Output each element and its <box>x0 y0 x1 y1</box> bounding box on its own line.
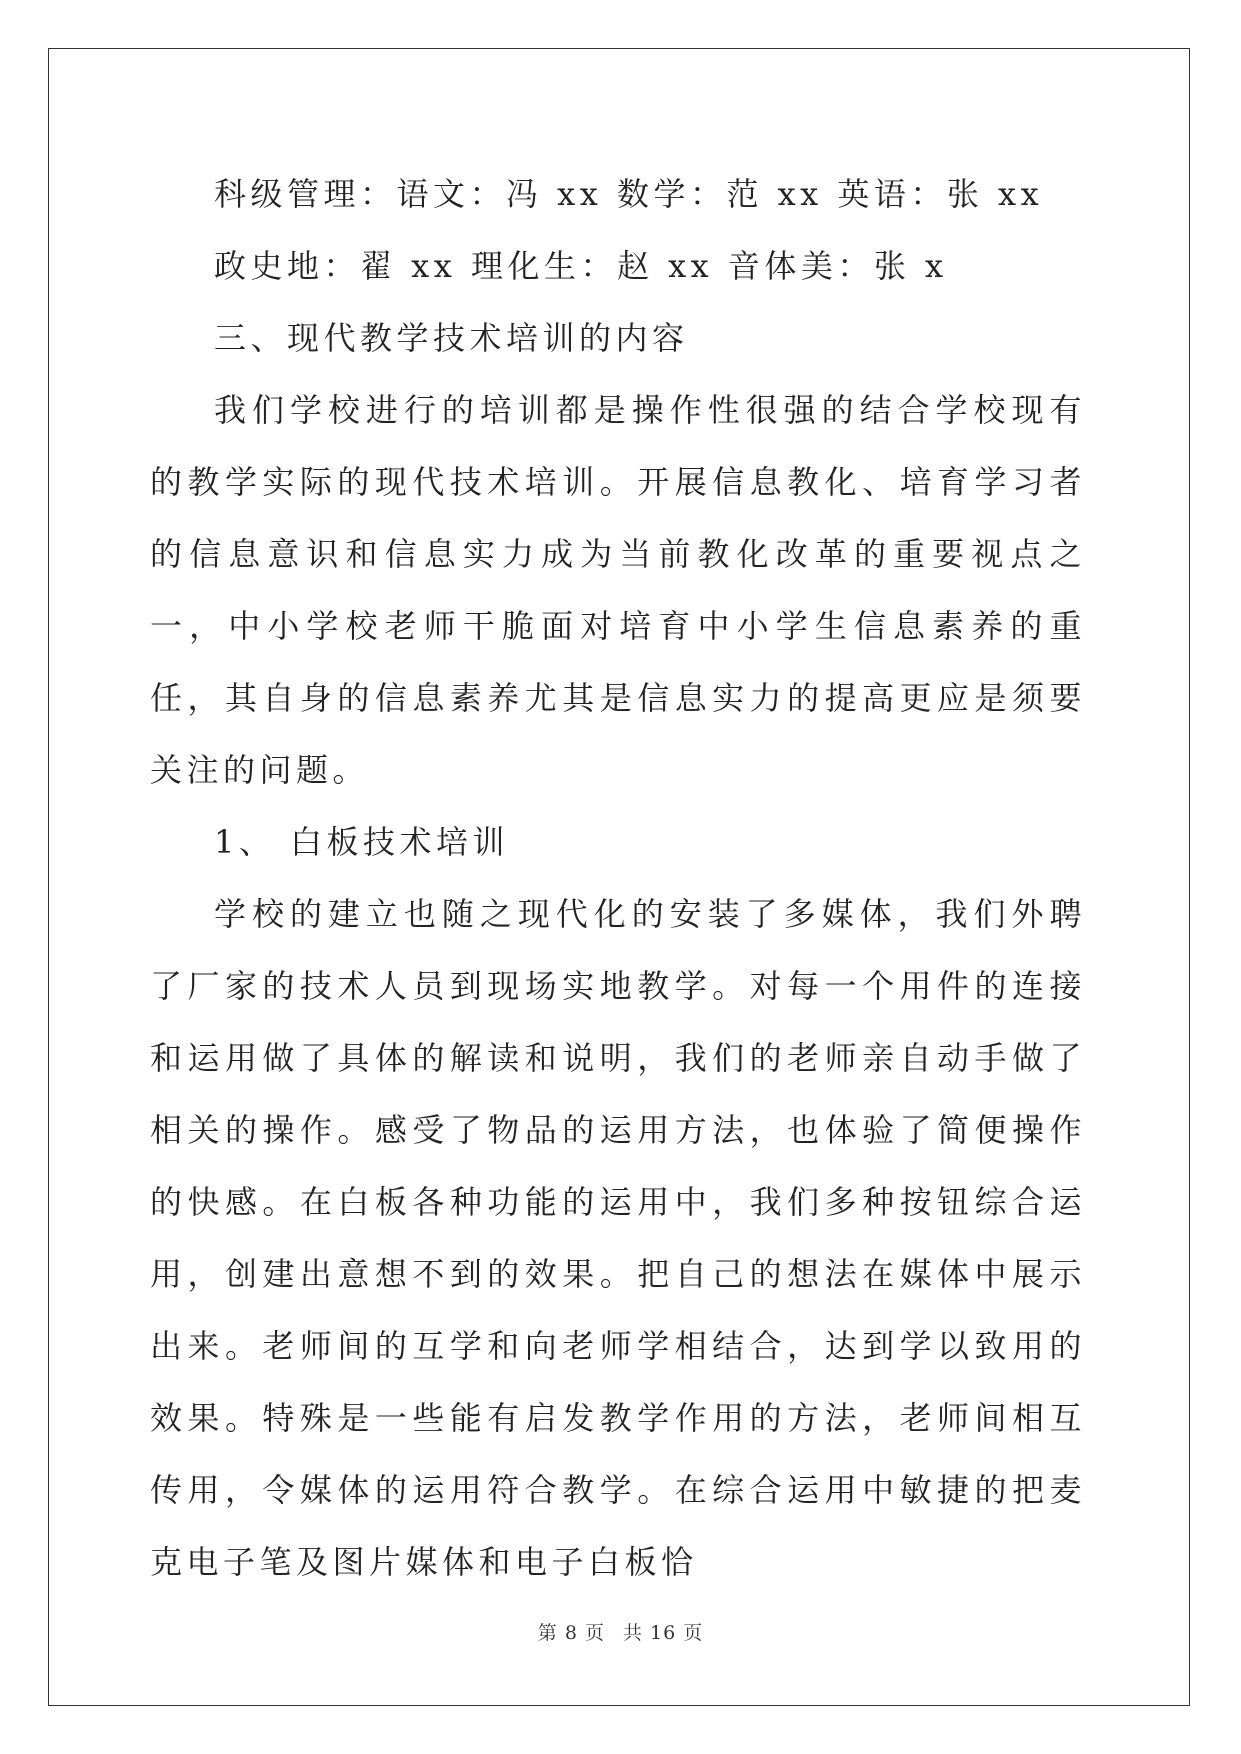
page-number-total: 共 16 页 <box>622 1622 704 1644</box>
document-body <box>150 158 1086 1598</box>
page-footer <box>0 1618 1241 1645</box>
paragraph-training-overview: 我们学校进行的培训都是操作性很强的结合学校现有的教学实际的现代技术培训。开展信息教化、培育学习者的信息意识和信息实力成为当前教化改革的重要视点之一，中小学校老师干脆面对培育中小学生信息素养的重任，其自身的信息素养尤其是信息实力的提高更应是须要关注的问题。 <box>150 391 1086 789</box>
paragraph-staff-list-1: 科级管理：语文：冯 xx 数学：范 xx 英语：张 xx <box>214 175 1044 213</box>
paragraph-whiteboard-training: 学校的建立也随之现代化的安装了多媒体，我们外聘了厂家的技术人员到现场实地教学。对每一个用件的连接和运用做了具体的解读和说明，我们的老师亲自动手做了相关的操作。感受了物品的运用方法，也体验了简便操作的快感。在白板各种功能的运用中，我们多种按钮综合运用，创建出意想不到的效果。把自己的想法在媒体中展示出来。老师间的互学和向老师学相结合，达到学以致用的效果。特殊是一些能有启发教学作用的方法，老师间相互传用，令媒体的运用符合教学。在综合运用中敏捷的把麦克电子笔及图片媒体和电子白板恰 <box>150 895 1086 1581</box>
subsection-heading: 1、 白板技术培训 <box>214 823 510 861</box>
paragraph-staff-list-2: 政史地：翟 xx 理化生：赵 xx 音体美：张 x <box>214 247 948 285</box>
section-heading: 三、现代教学技术培训的内容 <box>214 319 689 357</box>
page-number-current: 第 8 页 <box>537 1622 605 1644</box>
